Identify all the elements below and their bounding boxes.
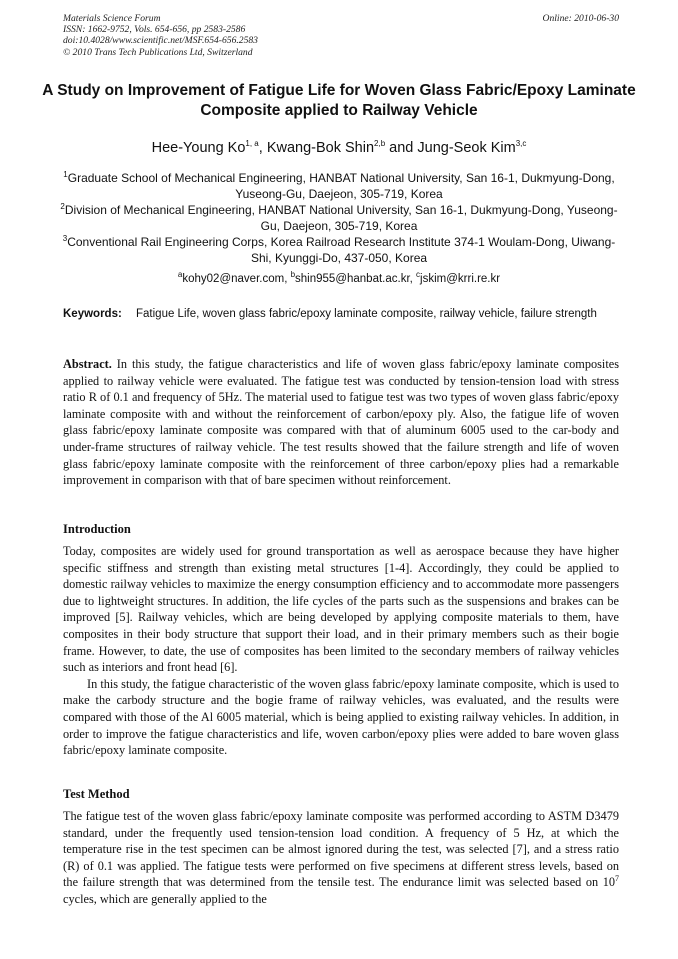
- email-address[interactable]: jskim@krri.re.kr: [420, 273, 501, 285]
- affiliation-text: Graduate School of Mechanical Engineering, HANBAT National University, San 16-1, Dukmyung-Dong, Yuseong-Gu, Daejeon, 305-719, Korea: [67, 171, 615, 201]
- author-name: Kwang-Bok Shin: [266, 140, 375, 156]
- copyright-line: © 2010 Trans Tech Publications Ltd, Switzerland: [63, 46, 253, 58]
- test-method-heading: Test Method: [63, 787, 130, 801]
- affiliation-list: [60, 170, 618, 266]
- test-method-text-end: cycles, which are generally applied to the: [63, 891, 267, 906]
- journal-name: Materials Science Forum: [63, 13, 161, 24]
- affiliation-item: [60, 234, 618, 266]
- online-date: Online: 2010-06-30: [542, 13, 619, 24]
- author-list: [40, 139, 638, 157]
- author-separator: and: [385, 140, 418, 156]
- author-separator: ,: [258, 140, 267, 156]
- doi-line[interactable]: doi:10.4028/www.scientific.net/MSF.654-656.2583: [63, 35, 258, 47]
- affiliation-text: Division of Mechanical Engineering, HANBAT National University, San 16-1, Dukmyung-Dong, Yuseong-Gu, Daejeon, 305-719, Korea: [64, 203, 618, 233]
- email-mark: a: [177, 270, 183, 280]
- keywords-text: Fatigue Life, woven glass fabric/epoxy laminate composite, railway vehicle, failure strength: [136, 308, 597, 320]
- affiliation-number: 2: [60, 202, 65, 211]
- affiliation-item: [60, 202, 618, 234]
- introduction-heading: Introduction: [63, 522, 131, 536]
- abstract-paragraph: [63, 356, 619, 489]
- author-name: Jung-Seok Kim: [417, 140, 516, 156]
- affiliation-text: Conventional Rail Engineering Corps, Korea Railroad Research Institute 374-1 Woulam-Dong, Uiwang-Shi, Kyunggi-Do, 437-050, Korea: [67, 235, 616, 265]
- email-separator: ,: [284, 273, 291, 285]
- keywords-label: Keywords:: [63, 308, 122, 320]
- email-mark: c: [416, 270, 421, 280]
- introduction-body: [63, 543, 619, 759]
- author-affiliation-mark: 2,b: [374, 139, 386, 149]
- email-address[interactable]: kohy02@naver.com: [182, 273, 285, 285]
- abstract-text: In this study, the fatigue characteristics and life of woven glass fabric/epoxy laminate composites applied to railway vehicle were evaluated. The fatigue test was conducted by tension-tension load with stress ratio R of 0.1 and frequency of 5Hz. The material used to fatigue test was two types of woven glass fabric/epoxy laminate composite with and without the reinforcement of carbon/epoxy ply. Also, the fatigue life of woven glass fabric/epoxy laminate composite was compared with that of aluminum 6005 used to the car-body and under-frame structures of railway vehicle. The test results showed that the failure strength and life of woven glass fabric/epoxy laminate composite with the reinforcement of three carbon/epoxy plies had a remarkable improvement in comparison with that of bare specimen without reinforcement.: [63, 357, 620, 488]
- author-name: Hee-Young Ko: [151, 140, 246, 156]
- email-separator: ,: [409, 273, 417, 285]
- email-address[interactable]: shin955@hanbat.ac.kr: [295, 273, 410, 285]
- author-affiliation-mark: 1, a: [245, 139, 259, 149]
- email-list: [60, 272, 618, 287]
- abstract-label: Abstract.: [63, 357, 112, 371]
- affiliation-number: 3: [62, 234, 68, 243]
- test-method-text: The fatigue test of the woven glass fabric/epoxy laminate composite was performed according to ASTM D3479 standard, under the frequently used tension-tension load condition. A frequency of 5 Hz, at which the temperature rise in the test specimen can be almost ignored during the test, was selected [7], and a stress ratio (R) of 0.1 was applied. The fatigue tests were performed on five specimens at different stress levels, based on the failure strength that was determined from the tensile test. The endurance limit was selected based on 10: [63, 809, 619, 890]
- introduction-paragraph: In this study, the fatigue characteristic of the woven glass fabric/epoxy laminate composite, which is used to make the carbody structure and the bogie frame of railway vehicles, was evaluated, and the results were compared with those of the Al 6005 material, which is being applied to existing railway vehicles. In addition, in order to improve the fatigue characteristics and life, woven carbon/epoxy plies were added to bare woven glass fabric/epoxy laminate composite.: [63, 676, 619, 758]
- affiliation-number: 1: [63, 170, 68, 179]
- author-affiliation-mark: 3,c: [515, 139, 527, 149]
- introduction-paragraph: Today, composites are widely used for ground transportation as well as aerospace because they have higher specific stiffness and strength than existing metal structures [1-4]. Accordingly, they could be applied to domestic railway vehicles to maximize the energy consumption efficiency and to accommodate more passengers due to lightweight structures. In addition, the life cycles of the parts such as the suspensions and brakes can be improved [5]. Railway vehicles, which are being developed by applying composite materials to them, have composites in their body structure that support their load, and in their primary members such as their bogie frame. However, to date, the use of composites has been limited to the secondary members of railway vehicles such as interiors and front head [6].: [63, 544, 619, 675]
- cycles-exponent: 7: [615, 874, 619, 884]
- test-method-paragraph: [63, 808, 619, 908]
- publication-header: [63, 13, 619, 58]
- paper-title: A Study on Improvement of Fatigue Life for Woven Glass Fabric/Epoxy Laminate Composite applied to Railway Vehicle: [42, 82, 636, 119]
- email-mark: b: [290, 270, 296, 280]
- affiliation-item: [60, 170, 618, 202]
- keywords-block: [63, 307, 619, 321]
- issn-line: ISSN: 1662-9752, Vols. 654-656, pp 2583-2586: [63, 24, 246, 36]
